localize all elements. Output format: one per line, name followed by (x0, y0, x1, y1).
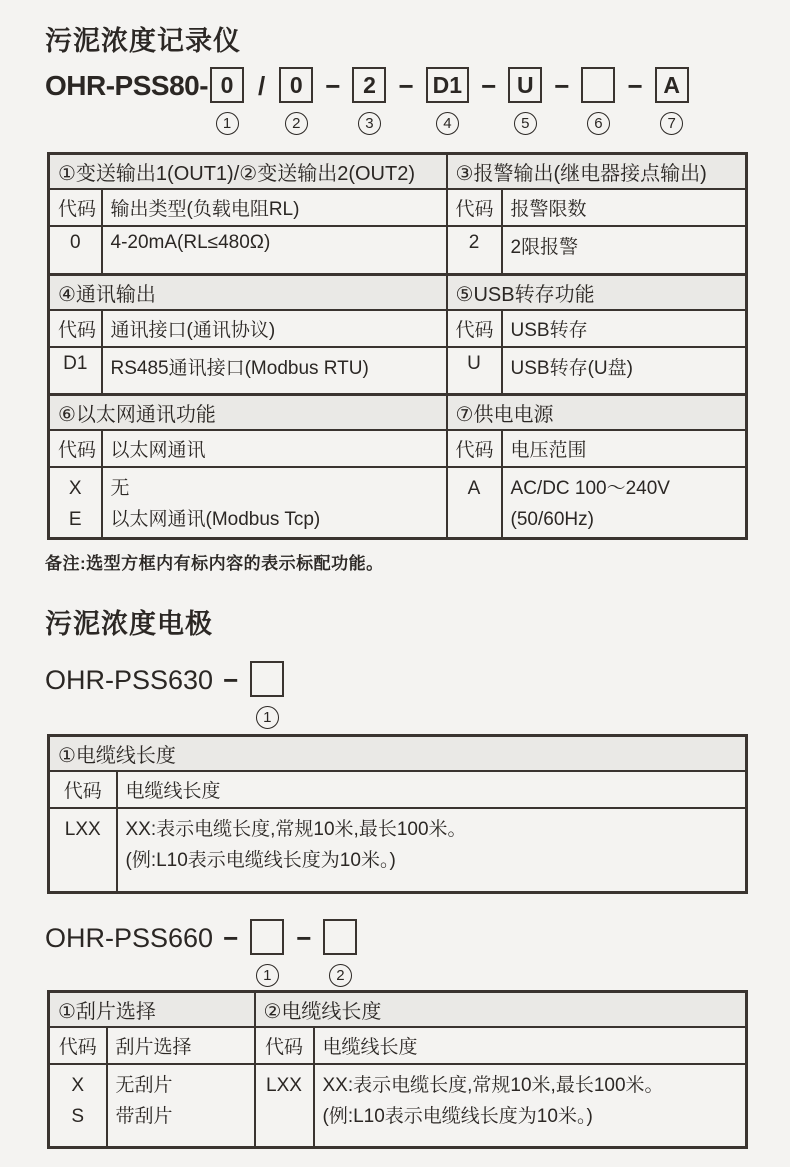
circle-number-3: 3 (358, 112, 381, 135)
code-unit-6 (581, 67, 615, 135)
code-box-empty (250, 919, 284, 955)
code-cell (49, 808, 117, 892)
column-header-desc: 刮片选择 (107, 1027, 255, 1064)
column-header-desc: 通讯接口(通讯协议) (102, 310, 447, 347)
desc-line: 无刮片 (115, 1074, 173, 1096)
code-cell: 2 (447, 226, 502, 274)
header-row (49, 736, 747, 772)
column-header-desc: 输出类型(负载电阻RL) (102, 189, 447, 226)
subheader-row (49, 1027, 747, 1064)
header-row (49, 991, 747, 1027)
circle-number-5: 5 (514, 112, 537, 135)
desc-cell (502, 467, 747, 539)
standard-config-note: 备注:选型方框内有标内容的表示标配功能。 (45, 554, 384, 573)
column-header-code: 代码 (447, 189, 502, 226)
circle-number-2: 2 (285, 112, 308, 135)
section1-header-row (49, 154, 747, 190)
desc-line: AC/DC 100～240V (510, 478, 670, 499)
column-header-desc: 电缆线长度 (314, 1027, 747, 1064)
desc-line: (例:L10表示电缆线长度为10米。) (125, 850, 396, 871)
code-box-4: D1 (426, 67, 469, 103)
desc-line: (例:L10表示电缆线长度为10米。) (322, 1105, 593, 1127)
column-header-desc: 电缆线长度 (117, 771, 747, 808)
section2-right-header: ⑤USB转存功能 (447, 274, 747, 310)
desc-cell (102, 467, 447, 539)
scraper-header: ①刮片选择 (49, 991, 255, 1027)
section2-subheader-row (49, 310, 747, 347)
model-prefix-pss80: OHR-PSS80- (45, 70, 209, 101)
recorder-title: 污泥浓度记录仪 (45, 26, 241, 56)
column-header-desc: 以太网通讯 (102, 430, 447, 467)
code-box-1: 0 (210, 67, 244, 103)
model-prefix-pss630: OHR-PSS630 (45, 665, 214, 695)
cable-length-header: ②电缆线长度 (255, 991, 747, 1027)
data-row (49, 808, 747, 892)
section1-data-row (49, 226, 747, 274)
desc-cell (314, 1064, 747, 1148)
code-box-6-empty (581, 67, 615, 103)
code-line: A (467, 478, 481, 499)
code-line: S (71, 1105, 85, 1127)
code-separator: − (223, 922, 239, 953)
code-unit-cable-length (250, 661, 284, 729)
code-cell: U (447, 347, 502, 395)
pss80-spec-table (47, 152, 748, 540)
column-header-desc: USB转存 (502, 310, 747, 347)
section1-left-header: ①变送输出1(OUT1)/②变送输出2(OUT2) (49, 154, 447, 190)
circle-number-7: 7 (660, 112, 683, 135)
section3-subheader-row (49, 430, 747, 467)
column-header-desc: 报警限数 (502, 189, 747, 226)
code-box-2: 0 (279, 67, 313, 103)
code-unit-3 (352, 67, 386, 135)
code-unit-cable-length (323, 919, 357, 987)
subheader-row (49, 771, 747, 808)
desc-cell: RS485通讯接口(Modbus RTU) (102, 347, 447, 395)
desc-cell: 2限报警 (502, 226, 747, 274)
data-row (49, 1064, 747, 1148)
desc-line: XX:表示电缆长度,常规10米,最长100米。 (125, 819, 467, 840)
column-header-code: 代码 (49, 771, 117, 808)
pss630-spec-table (47, 734, 748, 894)
code-cell (49, 1064, 107, 1148)
column-header-code: 代码 (49, 189, 102, 226)
code-separator: − (627, 71, 643, 101)
code-cell: 0 (49, 226, 102, 274)
desc-line: 无 (110, 478, 130, 499)
circle-number-1: 1 (256, 964, 279, 987)
model-prefix-pss660: OHR-PSS660 (45, 922, 214, 953)
code-cell (49, 467, 102, 539)
code-unit-1 (210, 67, 244, 135)
code-box-3: 2 (352, 67, 386, 103)
model-code-pss80 (45, 67, 745, 135)
section2-header-row (49, 274, 747, 310)
column-header-code: 代码 (447, 310, 502, 347)
electrode-title: 污泥浓度电极 (45, 609, 213, 639)
circle-number-4: 4 (436, 112, 459, 135)
model-code-pss660 (45, 919, 745, 987)
code-unit-scraper (250, 919, 284, 987)
code-line: X (71, 1074, 85, 1096)
column-header-code: 代码 (49, 1027, 107, 1064)
column-header-code: 代码 (49, 430, 102, 467)
column-header-code: 代码 (255, 1027, 314, 1064)
code-line: X (68, 478, 82, 499)
code-separator: − (554, 71, 570, 101)
code-separator: − (325, 71, 341, 101)
column-header-code: 代码 (49, 310, 102, 347)
code-unit-2 (279, 67, 313, 135)
section2-left-header: ④通讯输出 (49, 274, 447, 310)
section3-left-header: ⑥以太网通讯功能 (49, 395, 447, 431)
section2-data-row (49, 347, 747, 395)
code-unit-5 (508, 67, 542, 135)
code-separator: − (223, 665, 239, 695)
circle-number-1: 1 (216, 112, 239, 135)
code-line: LXX (64, 819, 101, 840)
code-unit-4 (426, 67, 469, 135)
code-cell (447, 467, 502, 539)
section1-right-header: ③报警输出(继电器接点输出) (447, 154, 747, 190)
column-header-desc: 电压范围 (502, 430, 747, 467)
desc-line: 以太网通讯(Modbus Tcp) (110, 509, 321, 530)
circle-number-2: 2 (329, 964, 352, 987)
code-separator: / (258, 71, 266, 101)
model-code-pss630 (45, 661, 745, 729)
pss660-spec-table (47, 990, 748, 1150)
section1-subheader-row (49, 189, 747, 226)
desc-cell: 4-20mA(RL≤480Ω) (102, 226, 447, 274)
code-line: E (68, 509, 82, 530)
desc-cell: USB转存(U盘) (502, 347, 747, 395)
code-separator: − (296, 922, 312, 953)
circle-number-6: 6 (587, 112, 610, 135)
code-box-empty (250, 661, 284, 697)
cable-length-header: ①电缆线长度 (49, 736, 747, 772)
desc-cell (107, 1064, 255, 1148)
desc-line: XX:表示电缆长度,常规10米,最长100米。 (322, 1074, 664, 1096)
desc-line: 带刮片 (115, 1105, 173, 1127)
code-box-empty (323, 919, 357, 955)
section3-header-row (49, 395, 747, 431)
code-separator: − (481, 71, 497, 101)
code-unit-7 (655, 67, 689, 135)
circle-number-1: 1 (256, 706, 279, 729)
column-header-code: 代码 (447, 430, 502, 467)
code-cell: D1 (49, 347, 102, 395)
code-line: LXX (266, 1074, 302, 1096)
code-box-7: A (655, 67, 689, 103)
section3-data-row (49, 467, 747, 539)
code-separator: − (398, 71, 414, 101)
desc-line: (50/60Hz) (510, 509, 594, 530)
desc-cell (117, 808, 747, 892)
code-box-5: U (508, 67, 542, 103)
section3-right-header: ⑦供电电源 (447, 395, 747, 431)
code-cell (255, 1064, 314, 1148)
